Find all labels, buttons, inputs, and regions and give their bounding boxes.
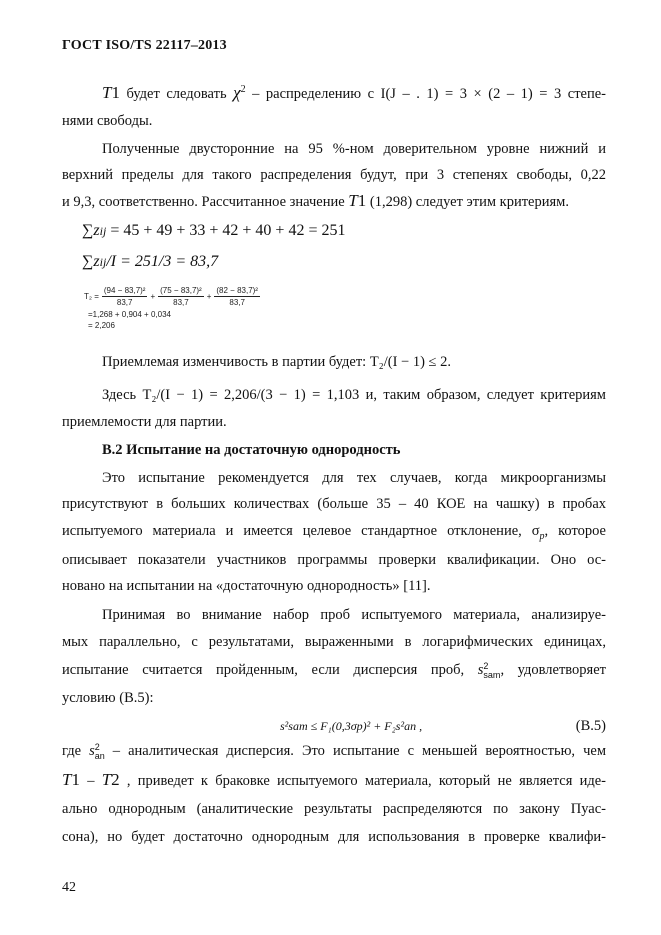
var-s: s <box>89 743 95 759</box>
s-indices <box>483 662 500 680</box>
plus-sign: + <box>206 292 212 301</box>
var-t-index: 1 <box>71 770 80 789</box>
paragraph-line: присутствуют в больших количествах (больше 35 – 40 КОЕ на чашку) в пробах <box>62 496 606 512</box>
var-t: T <box>101 770 112 789</box>
paragraph-line <box>62 741 606 761</box>
fraction <box>102 286 148 307</box>
numerator: (82 − 83,7)² <box>216 286 258 295</box>
paragraph-line: приемлемости для партии. <box>62 414 227 430</box>
text-span: где <box>62 743 90 759</box>
equation-rest: /I = 251/3 = 83,7 <box>106 253 219 270</box>
paragraph-line: новано на испытании на «достаточную однородность» [11]. <box>62 578 431 594</box>
text-span: , приведет к браковке испытуемого материала, который не является иде- <box>119 773 606 789</box>
paragraph-line <box>62 770 606 791</box>
text-span: – распределению с <box>245 85 381 102</box>
index-ij: ij <box>99 255 107 269</box>
paragraph-line: описывает показатели участников программы проверки квалификации. Оно ос- <box>62 552 606 568</box>
formula-lhs: T₂ = <box>84 292 99 301</box>
paragraph-line: нями свободы. <box>62 113 153 129</box>
denominator: 83,7 <box>173 298 189 307</box>
paragraph-line: Здесь T₂/(I − 1) = 2,206/(3 − 1) = 1,103 и, таким образом, следует критериям <box>102 387 606 403</box>
numerator: (75 − 83,7)² <box>160 286 202 295</box>
equation-rest: = 45 + 49 + 33 + 42 + 40 + 42 = 251 <box>106 222 346 239</box>
text-span: и 9,3, соответственно. Рассчитанное значение <box>62 194 349 210</box>
formula-step: =1,268 + 0,904 + 0,034 <box>88 310 171 319</box>
equation-mean <box>82 252 482 272</box>
denominator: 83,7 <box>229 298 245 307</box>
paragraph-line: Полученные двусторонние на 95 %-ном доверительном уровне нижний и <box>102 141 606 157</box>
paragraph-line: верхний пределы для такого распределения будут, при 3 степенях свободы, 0,22 <box>62 167 606 183</box>
formula-result: = 2,206 <box>88 321 115 330</box>
chi-symbol: χ <box>233 82 241 102</box>
paragraph-line: сона), но будет достаточно однородным для использования в проверке квалифи- <box>62 829 606 845</box>
paragraph-line: Приемлемая изменчивость в партии будет: T₂/(I − 1) ≤ 2. <box>102 354 452 370</box>
text-span: , удовлетворяет <box>500 662 606 678</box>
text-span: – <box>79 773 102 789</box>
var-t-index: 2 <box>111 770 120 789</box>
paragraph-line: мых параллельно, с результатами, выраженными в логарифмических единицах, <box>62 634 606 650</box>
paragraph-line: Это испытание рекомендуется для тех случаев, когда микроорганизмы <box>102 470 606 486</box>
var-t: T <box>102 82 112 102</box>
paragraph-line: Принимая во внимание набор проб испытуемого материала, анализируе- <box>102 607 606 623</box>
text-span: будет следовать <box>119 85 234 102</box>
chi-exponent: 2 <box>240 84 246 95</box>
var-s: s <box>477 662 484 678</box>
document-header: ГОСТ ISO/TS 22117–2013 <box>62 38 227 53</box>
page-number: 42 <box>62 880 76 895</box>
s-exponent: 2 <box>94 741 100 752</box>
paragraph-line <box>62 191 606 212</box>
text-span: – аналитическая дисперсия. Это испытание с меньшей вероятностью, чем <box>104 743 606 759</box>
denominator: 83,7 <box>116 298 133 307</box>
paragraph-line <box>62 521 606 547</box>
s-indices <box>95 743 105 761</box>
paragraph-line <box>62 660 606 680</box>
sum-symbol: ∑ <box>82 253 94 270</box>
text-span: I(J – . 1) = 3 × (2 – 1) = 3 степе- <box>380 85 606 102</box>
text-span: (1,298) следует этим критериям. <box>366 194 569 210</box>
sum-symbol: ∑ <box>82 222 94 239</box>
text-span: испытание считается пройденным, если дисперсия проб, <box>62 662 478 678</box>
var-t: T <box>348 191 358 210</box>
formula-t2 <box>84 286 344 346</box>
paragraph-line <box>62 80 606 104</box>
sigma-index: p <box>539 530 545 542</box>
equation-body: s²sam ≤ F₁(0,3σp)² + F₂s²an , <box>280 719 423 733</box>
text-span: , которое <box>544 523 606 539</box>
s-subscript: an <box>94 750 105 761</box>
var-z: z <box>93 253 100 270</box>
text-span: испытуемого материала и имеется целевое стандартное отклонение, σ <box>62 523 540 539</box>
var-z: z <box>93 222 100 239</box>
paragraph-line: условию (В.5): <box>62 690 154 706</box>
var-t-index: 1 <box>357 191 367 210</box>
s-exponent: 2 <box>483 660 489 671</box>
fraction <box>158 286 204 307</box>
var-t: T <box>62 770 72 789</box>
paragraph-line: ально однородным (аналитические результаты распределяются по закону Пуас- <box>62 801 606 817</box>
index-ij: ij <box>99 224 107 238</box>
section-heading: В.2 Испытание на достаточную однородность <box>102 442 401 458</box>
equation-number: (В.5) <box>575 718 606 734</box>
s-subscript: sam <box>483 669 501 680</box>
numerator: (94 − 83,7)² <box>103 286 146 295</box>
plus-sign: + <box>150 292 156 301</box>
equation-sum <box>82 221 482 241</box>
fraction <box>214 286 260 307</box>
var-t-index: 1 <box>111 82 120 102</box>
